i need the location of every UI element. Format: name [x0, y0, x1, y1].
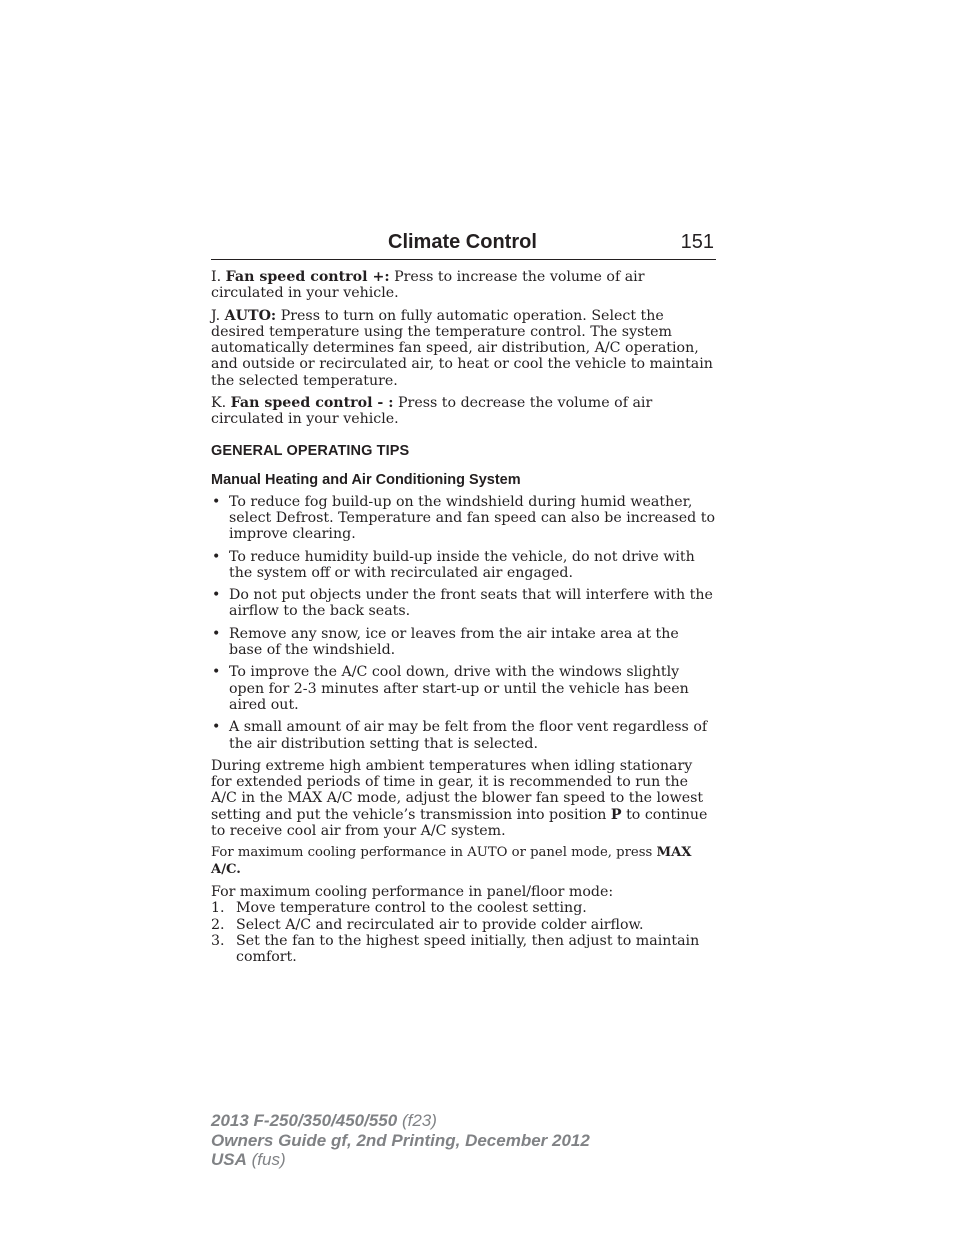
chapter-title: Climate Control	[388, 231, 537, 253]
footer-line-edition: Owners Guide gf, 2nd Printing, December 2012	[211, 1130, 590, 1150]
list-item: 1. Move temperature control to the coolest setting.	[211, 900, 587, 917]
max-cooling-paragraph: For maximum cooling performance in AUTO or panel mode, press MAX A/C.	[211, 845, 692, 877]
bullet-icon: •	[212, 664, 221, 681]
list-item: • To reduce fog build-up on the windshield during humid weather, select Defrost. Temperature and fan speed can also be increased to improve clearing.	[212, 493, 715, 543]
page-header	[211, 226, 716, 260]
max-ac-label: MAX A/C.	[211, 845, 692, 877]
list-item: 3. Set the fan to the highest speed initially, then adjust to maintain comfort.	[211, 932, 700, 966]
list-item: • To reduce humidity build-up inside the vehicle, do not drive with the system off or with recirculated air engaged.	[212, 548, 695, 581]
bullet-icon: •	[212, 587, 221, 604]
bullet-icon: •	[212, 548, 221, 565]
control-name: Fan speed control - :	[230, 395, 394, 412]
page-footer	[211, 1111, 590, 1170]
subsection-heading: Manual Heating and Air Conditioning System	[211, 471, 521, 488]
bullet-icon: •	[212, 493, 221, 510]
footer-line-market: USA (fus)	[211, 1150, 286, 1169]
list-item: • To improve the A/C cool down, drive with the windows slightly open for 2-3 minutes after start-up or until the vehicle has been aired out.	[212, 664, 689, 713]
list-item: 2. Select A/C and recirculated air to provide colder airflow.	[211, 916, 644, 933]
tips-list	[211, 494, 716, 752]
bullet-icon: •	[212, 625, 221, 642]
list-item: • Do not put objects under the front seats that will interfere with the airflow to the back seats.	[212, 587, 713, 620]
control-item: K. Fan speed control - : Press to decrease the volume of air circulated in your vehicle.	[211, 395, 653, 428]
extreme-temperature-paragraph: During extreme high ambient temperatures when idling stationary for extended periods of time in gear, it is recommended to run the A/C in the MAX A/C mode, adjust the blower fan speed to the lowest setting and put the vehicle’s transmission into position P to continue to receive cool air from your A/C system.	[211, 757, 708, 840]
floor-mode-intro: For maximum cooling performance in panel/floor mode:	[211, 883, 614, 900]
page-body	[211, 269, 716, 965]
section-heading: GENERAL OPERATING TIPS	[211, 442, 410, 459]
list-item: • A small amount of air may be felt from the floor vent regardless of the air distribution setting that is selected.	[212, 719, 708, 752]
control-name: Fan speed control +:	[225, 269, 390, 285]
gear-position-p: P	[610, 806, 622, 823]
page-number: 151	[680, 231, 714, 253]
step-number: 1.	[211, 900, 225, 917]
step-number: 2.	[211, 916, 225, 933]
steps-list	[211, 900, 716, 965]
control-name: AUTO:	[224, 307, 277, 324]
footer-line-model: 2013 F-250/350/450/550 (f23)	[211, 1111, 437, 1130]
control-item: I. Fan speed control +: Press to increase the volume of air circulated in your vehicle.	[211, 269, 645, 302]
control-item: J. AUTO: Press to turn on fully automatic operation. Select the desired temperature using the temperature control. The system automatically determines fan speed, air distribution, A/C operation, and outside or recirculated air, to heat or cool the vehicle to maintain the selected temperature.	[211, 307, 713, 389]
bullet-icon: •	[212, 719, 221, 736]
list-item: • Remove any snow, ice or leaves from the air intake area at the base of the windshield.	[212, 625, 679, 659]
step-number: 3.	[211, 932, 225, 949]
